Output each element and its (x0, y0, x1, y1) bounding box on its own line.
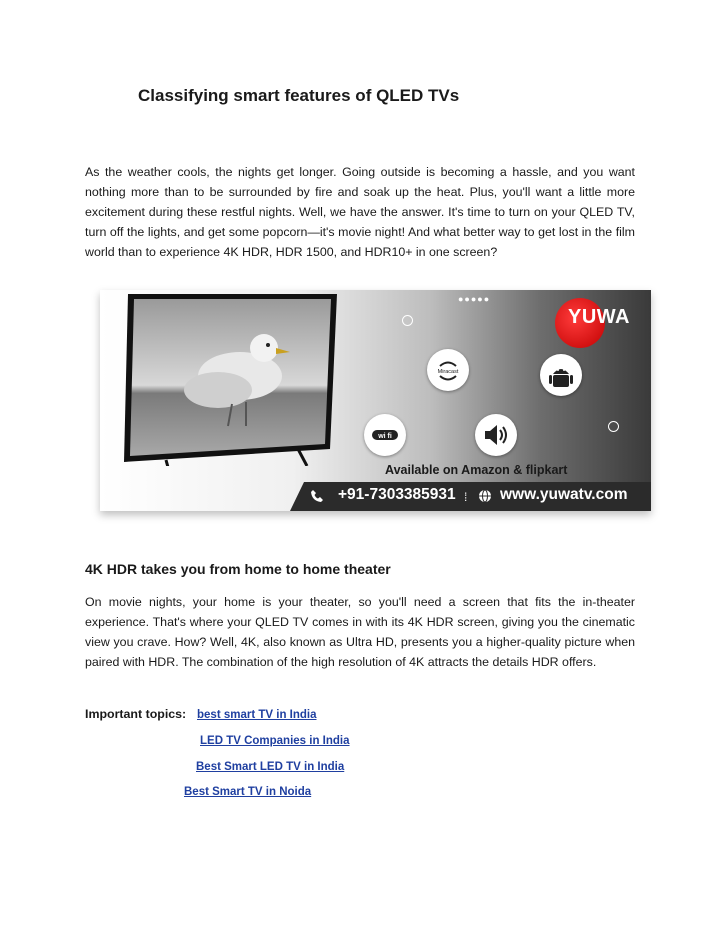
link-best-smart-tv-noida[interactable]: Best Smart TV in Noida (184, 786, 312, 798)
miracast-label: Miracast (437, 369, 459, 375)
android-icon (540, 354, 582, 396)
section-paragraph: On movie nights, your home is your theater, so you'll need a screen that fits the in-theater experience. That's where your QLED TV comes in with its 4K HDR screen, giving you the cinematic view you crave. How? Well, 4K, also known as Ultra HD, presents you a higher-quality picture when paired with HDR. The combination of the high resolution of 4K attracts the details HDR offers. (85, 595, 635, 669)
intro-paragraph: As the weather cools, the nights get longer. Going outside is becoming a hassle, and you want nothing more than to be surrounded by fire and soak up the heat. Plus, you'll want a little more excitement during these restful nights. Well, we have the answer. It's time to turn on your QLED TV, turn off the lights, and get some popcorn—it's movie night! And what better way to get lost in the film world than to experience 4K HDR, HDR 1500, and HDR10+ in one screen? (85, 165, 635, 259)
link-led-tv-companies[interactable]: LED TV Companies in India (200, 735, 350, 747)
website-url: www.yuwatv.com (500, 486, 628, 503)
miracast-icon (427, 349, 469, 391)
wifi-icon (364, 414, 406, 456)
decorative-dots: ●●●●● (458, 294, 491, 304)
phone-number: +91-7303385931 (338, 486, 456, 503)
decorative-ring-icon (608, 421, 619, 432)
link-best-smart-led-tv[interactable]: Best Smart LED TV in India (196, 761, 345, 773)
speaker-icon (475, 414, 517, 456)
wifi-label: wi fi (378, 433, 392, 440)
product-banner (100, 290, 651, 511)
phone-icon (310, 489, 324, 503)
decorative-ring-icon (402, 315, 413, 326)
topics-label: Important topics: (85, 707, 187, 721)
separator: ⁞ (464, 490, 468, 504)
tv-illustration (122, 294, 337, 466)
availability-text: Available on Amazon & flipkart (385, 463, 568, 477)
page-title: Classifying smart features of QLED TVs (138, 86, 460, 105)
globe-icon (478, 489, 492, 503)
link-best-smart-tv-india[interactable]: best smart TV in India (197, 709, 317, 721)
brand-name: YUWA (568, 306, 630, 328)
section-heading: 4K HDR takes you from home to home theater (85, 561, 391, 577)
